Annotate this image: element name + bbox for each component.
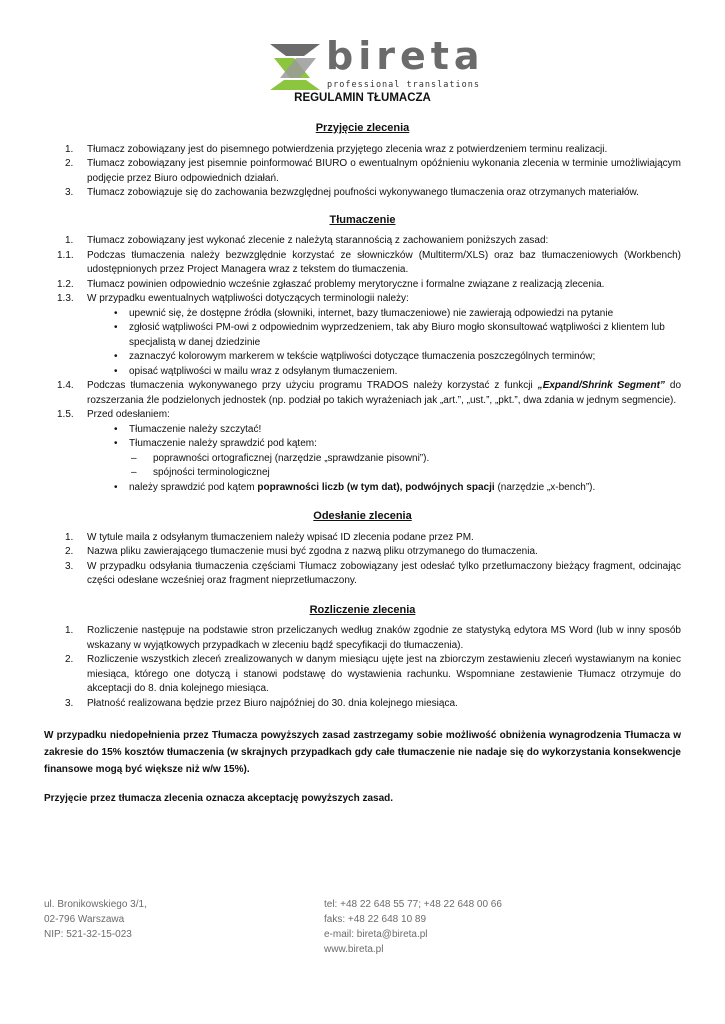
list-item [44,531,681,546]
list-item [44,249,681,278]
list-item [44,143,681,158]
bullet-icon: • [114,351,118,362]
item-number: 1.1. [57,249,74,261]
bullet-text-part: należy sprawdzić pod kątem [129,481,258,493]
item-text: Tłumacz zobowiązany jest pisemnie poinformować BIURO o ewentualnym opóźnieniu wykonania zlecenia w terminie umożliwiającym podjęcie przez Biuro odpowiednich działań. [87,158,681,184]
item-text: Podczas tłumaczenia należy bezwzględnie korzystać ze słowniczków (Multiterm/XLS) oraz baz tłumaczeniowych (Workbench) udostępnionych przez Project Managera wraz z tekstem do tłumaczenia. [87,249,681,275]
bullet-item [44,365,681,380]
dash-item [44,452,681,467]
item-text [87,379,681,408]
list-item [44,234,681,249]
item-text: Tłumacz powinien odpowiednio wcześnie zgłaszać problemy merytoryczne i formalne związane z realizacją zlecenia. [87,278,605,290]
list-item [44,292,681,307]
item-text: W przypadku ewentualnych wątpliwości dotyczących terminologii należy: [87,293,409,304]
list-item [44,408,681,423]
item-number: 1.4. [57,380,74,391]
bullet-text: zaznaczyć kolorowym markerem w tekście wątpliwości dotyczące tłumaczenia poszczególnych terminów; [129,351,596,362]
dash-text: spójności terminologicznej [153,467,270,478]
list-item [44,157,681,186]
item-text: Przed odesłaniem: [87,409,170,420]
bullet-text: upewnić się, że dostępne źródła (słowniki, internet, bazy tłumaczeniowe) nie zawierają odpowiedzi na pytanie [129,307,614,319]
item-number: 1. [65,143,74,155]
section-heading-acceptance: Przyjęcie zlecenia [315,122,410,134]
bullet-icon: • [114,322,118,333]
list-item [44,545,681,560]
item-number: 1. [65,531,74,543]
footer-fax: faks: +48 22 648 10 89 [324,914,427,925]
dash-icon: – [131,452,137,464]
footer-email: e-mail: bireta@bireta.pl [324,929,428,940]
dash-icon: – [131,467,137,478]
bullet-icon: • [114,307,118,319]
footer-tel: tel: +48 22 648 55 77; +48 22 648 00 66 [324,899,502,910]
bullet-icon: • [114,438,118,449]
company-logo [266,34,485,94]
item-number: 1.3. [57,293,74,304]
section-heading-translation: Tłumaczenie [329,213,396,226]
item-number: 2. [65,158,74,169]
list-item [44,624,681,653]
item-number: 2. [65,546,74,557]
item-text: Płatność realizowana będzie przez Biuro najpóźniej do 30. dnia kolejnego miesiąca. [87,697,458,709]
bullet-item [44,321,681,350]
function-name: „Expand/Shrink Segment” [537,380,665,391]
item-number: 3. [65,187,74,198]
item-text: Nazwa pliku zawierającego tłumaczenie musi być zgodna z nazwą pliku otrzymanego do tłumaczenia. [87,546,538,557]
bullet-icon: • [114,365,118,377]
logo-wordmark: bireta [326,34,485,78]
section-heading-return: Odesłanie zlecenia [313,510,412,522]
item-text: Tłumacz zobowiązuje się do zachowania bezwzględnej poufności wykonywanego tłumaczenia oraz otrzymanych materiałów. [87,187,639,198]
bullet-text-part: (narzędzie „x-bench”). [494,481,596,493]
item-number: 2. [65,654,74,665]
bullet-text: Tłumaczenie należy sprawdzić pod kątem: [129,438,317,449]
document-body [44,113,681,817]
bullet-text [129,481,681,496]
footer-address [44,897,147,942]
list-item [44,278,681,293]
bullet-icon: • [114,423,118,435]
bullet-item [44,437,681,452]
penalty-clause: W przypadku niedopełnienia przez Tłumacza powyższych zasad zastrzegamy sobie możliwość obniżenia wynagrodzenia Tłumacza w zakresie do 15% kosztów tłumaczenia (w skrajnych przypadkach gdy całe tłumaczenie nie nadaje się do wykorzystania konsekwencje finansowe mogą być większe niż w/w 15%). [44,730,681,775]
dash-text: poprawności ortograficznej (narzędzie „sprawdzanie pisowni”). [153,452,430,464]
list-item [44,697,681,712]
bullet-text-bold: poprawności liczb (w tym dat), podwójnych spacji [257,481,495,493]
dash-item [44,466,681,481]
item-text: Rozliczenie następuje na podstawie stron przeliczanych według znaków zgodnie ze statystyką edytora MS Word (lub w inny sposób wskazany w wyjątkowych przypadkach w zleceniu bądź specyfikacji do tłumaczenia). [87,625,681,651]
bullet-icon: • [114,481,118,493]
item-number: 3. [65,560,74,572]
item-text: Rozliczenie wszystkich zleceń zrealizowanych w danym miesiącu ujęte jest na zbiorczym zestawieniu zleceń wystawianym na koniec miesiąca, którego one dotyczą i stanowi podstawę do wystawienia rachunku. Wspomniane zestawienie Tłumacz otrzymuje do akceptacji do 8. dnia kolejnego miesiąca. [87,654,681,694]
item-number: 1. [65,235,74,246]
footer-city: 02-796 Warszawa [44,914,125,925]
item-number: 1. [65,625,74,636]
item-text: Tłumacz zobowiązany jest do pisemnego potwierdzenia przyjętego zlecenia wraz z potwierdzeniem terminu realizacji. [87,143,608,155]
document-title: REGULAMIN TŁUMACZA [294,92,431,104]
footer-website: www.bireta.pl [324,944,384,955]
bullet-item [44,481,681,496]
logo-tagline: professional translations [327,80,480,90]
item-number: 1.5. [57,409,74,420]
item-text-part: Podczas tłumaczenia wykonywanego przy użyciu programu TRADOS należy korzystać z funkcji [87,380,538,391]
footer-street: ul. Bronikowskiego 3/1, [44,899,147,910]
item-text: W tytule maila z odsyłanym tłumaczeniem należy wpisać ID zlecenia podane przez PM. [87,531,474,543]
section-heading-settlement: Rozliczenie zlecenia [309,603,416,616]
item-text: Tłumacz zobowiązany jest wykonać zlecenie z należytą starannością z zachowaniem poniższych zasad: [87,235,549,246]
bullet-text: Tłumaczenie należy szczytać! [129,423,262,435]
bullet-text: zgłosić wątpliwości PM-owi z odpowiednim wyprzedzeniem, tak aby Biuro mogło skonsultować wątpliwości z klientem lub specjalistą w danej dziedzinie [129,322,665,348]
bullet-item [44,307,681,322]
bullet-item [44,423,681,438]
item-number: 3. [65,697,74,709]
list-item [44,560,681,589]
item-number: 1.2. [57,278,74,290]
bullet-text: opisać wątpliwości w mailu wraz z odsyłanym tłumaczeniem. [129,365,398,377]
list-item [44,379,681,408]
list-item [44,186,681,201]
acceptance-clause: Przyjęcie przez tłumacza zlecenia oznacza akceptację powyższych zasad. [44,793,394,804]
item-text: W przypadku odsyłania tłumaczenia częściami Tłumacz zobowiązany jest odesłać tylko przetłumaczony bieżący fragment, odcinając części odesłane wcześniej oraz fragment nieprzetłumaczony. [87,560,681,586]
logo-mark-icon [266,38,324,94]
footer-contact [324,897,502,957]
footer-nip: NIP: 521-32-15-023 [44,929,132,940]
bullet-item [44,350,681,365]
list-item [44,653,681,697]
item-text-part: do rozszerzania źle podzielonych jednostek (np. podział po takich wyrażeniach jak „art.”, „ust.”, „pkt.”, dwa zdania w jednym segmencie). [87,380,682,406]
